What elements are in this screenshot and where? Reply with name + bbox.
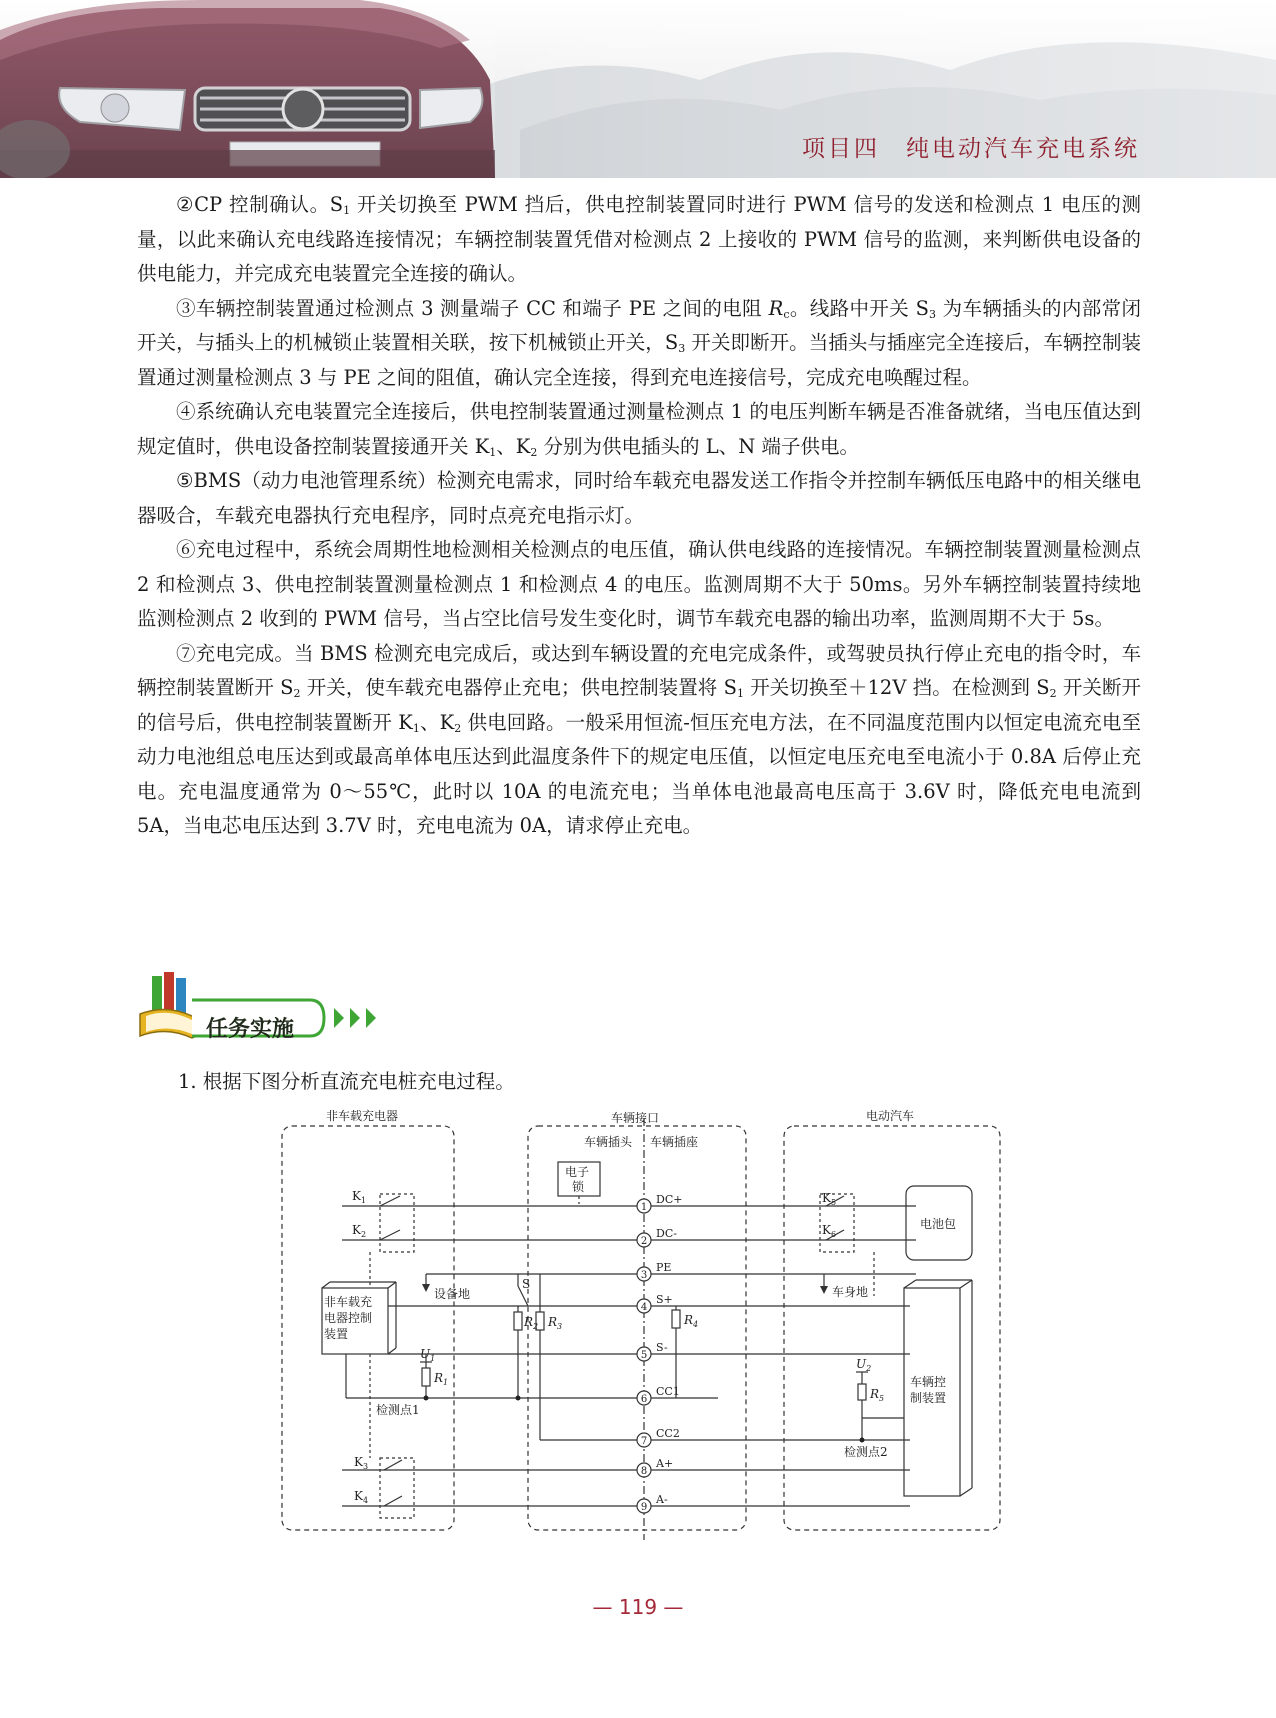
terminal-number: 8 [640,1466,648,1477]
label-k5: $K_5$ [822,1191,837,1207]
terminal-name: DC+ [656,1193,683,1206]
terminal-number: 2 [640,1236,648,1247]
paragraph-cp-confirm: ②CP 控制确认。$S_1$ 开关切换至 PWM 挡后，供电控制装置同时进行 PWM 信号的发送和检测点 1 电压的测量，以此来确认充电线路连接情况；车辆控制装置凭借对检测点 2 上接收的 PWM 信号的监测，来判断供电设备的供电能力，并完成充电装置完全连接的确认。 [137,193,1141,285]
dc-charging-circuit-diagram [276,1100,1006,1542]
paragraph-monitoring: ⑥充电过程中，系统会周期性地检测相关检测点的电压值，确认供电线路的连接情况。车辆控制装置测量检测点 2 和检测点 3、供电控制装置测量检测点 1 和检测点 4 的电压。监测周期不大于 50ms。另外车辆控制装置持续地监测检测点 2 收到的 PWM 信号，当占空比信号发生变化时，调节车载充电器的输出功率，监测周期不大于 5s。 [137,538,1141,630]
terminal-3 [637,1261,671,1281]
label-vehicle-interface: 车辆接口 [611,1111,660,1125]
terminal-name: CC2 [656,1427,680,1440]
label-vehicle-controller-1: 车辆控 [910,1375,947,1389]
arrow-icon [350,1008,360,1028]
label-vehicle-controller-2: 制装置 [910,1391,947,1405]
terminal-4 [637,1293,673,1313]
terminal-name: A- [656,1493,668,1506]
terminal-name: A+ [656,1457,674,1470]
terminal-number: 7 [640,1436,648,1447]
label-body-ground: 车身地 [832,1285,869,1299]
arrow-icon [334,1008,344,1028]
chapter-title: 项目四 纯电动汽车充电系统 [802,136,1140,162]
label-check-point-1: 检测点1 [376,1403,420,1417]
paragraph-ready-check: ④系统确认充电装置完全连接后，供电控制装置通过测量检测点 1 的电压判断车辆是否准备就绪，当电压值达到规定值时，供电设备控制装置接通开关 $K_1$、$K_2$ 分别为供电插头的 L、N 端子供电。 [137,400,1141,459]
terminal-number: 9 [640,1502,648,1513]
label-r4: $R_4$ [684,1313,699,1329]
body-text [137,188,1141,844]
label-controller-2: 电器控制 [324,1311,373,1325]
terminal-name: PE [656,1261,672,1274]
label-lock-2: 锁 [572,1180,585,1194]
label-offboard-charger: 非车载充电器 [326,1109,399,1123]
terminal-number: 1 [640,1202,648,1213]
terminal-name: DC- [656,1227,677,1240]
label-k2: $K_2$ [352,1223,367,1239]
label-check-point-2: 检测点2 [844,1445,888,1459]
terminal-9 [637,1493,668,1513]
terminal-1 [637,1193,682,1213]
label-k4: $K_4$ [354,1489,369,1505]
label-vehicle-socket: 车辆插座 [650,1135,699,1149]
page-number: — 119 — [592,1595,684,1619]
terminal-8 [637,1457,673,1477]
label-r2: $R_2$ [524,1315,539,1331]
label-k6: $K_6$ [822,1223,837,1239]
terminal-5 [637,1341,668,1361]
label-u2: $U_2$ [856,1357,872,1373]
label-r3: $R_3$ [548,1315,563,1331]
label-lock-1: 电子 [565,1165,590,1179]
terminal-name: S+ [656,1293,673,1306]
arrow-icon [366,1008,376,1028]
paragraph-cc-check: ③车辆控制装置通过检测点 3 测量端子 CC 和端子 PE 之间的电阻 $R_c$。线路中开关 $S_3$ 为车辆插头的内部常闭开关，与插头上的机械锁止装置相关联，按下机械锁止开关，$S_3$ 开关即断开。当插头与插座完全连接后，车辆控制装置通过测量检测点 3 与 PE 之间的阻值，确认完全连接，得到充电连接信号，完成充电唤醒过程。 [137,296,1142,389]
terminal-number: 5 [640,1350,648,1361]
label-r5: $R_5$ [870,1387,885,1403]
terminal-name: CC1 [656,1385,680,1398]
paragraph-charge-complete: ⑦充电完成。当 BMS 检测充电完成后，或达到车辆设置的充电完成条件，或驾驶员执行停止充电的指令时，车辆控制装置断开 $S_2$ 开关，使车载充电器停止充电；供电控制装置将 $S_1$ 开关切换至＋12V 挡。在检测到 $S_2$ 开关断开的信号后，供电控制装置断开 $K_1$、$K_2$ 供电回路。一般采用恒流-恒压充电方法，在不同温度范围内以恒定电流充电至动力电池组总电压达到或最高单体电压达到此温度条件下的规定电压值，以恒定电压充电至电流小于 0.8A 后停止充电。充电温度通常为 0～55℃，此时以 10A 的电流充电；当单体电池最高电压高于 3.6V 时，降低充电电流到 5A，当电芯电压达到 3.7V 时，充电电流为 0A，请求停止充电。 [137,641,1142,837]
task-label: 任务实施 [206,1017,295,1042]
page-header [0,0,1276,178]
terminal-number: 3 [640,1270,648,1281]
label-k1: $K_1$ [352,1189,367,1205]
label-switch-s: S [522,1277,531,1291]
label-r1: $R_1$ [434,1371,449,1387]
label-electric-vehicle: 电动汽车 [866,1109,915,1123]
terminal-6 [637,1385,680,1405]
label-vehicle-plug: 车辆插头 [584,1135,633,1149]
label-controller-3: 装置 [324,1327,349,1341]
terminal-number: 4 [640,1302,648,1313]
label-equipment-ground: 设备地 [434,1287,471,1301]
label-controller-1: 非车载充 [324,1295,373,1309]
label-u1: $U_1$ [420,1347,436,1363]
terminal-number: 6 [640,1394,648,1405]
task-item-1: 1. 根据下图分析直流充电桩充电过程。 [178,1070,515,1093]
paragraph-bms: ⑤BMS（动力电池管理系统）检测充电需求，同时给车载充电器发送工作指令并控制车辆低压电路中的相关继电器吸合，车载充电器执行充电程序，同时点亮充电指示灯。 [137,469,1141,527]
terminal-name: S- [656,1341,668,1354]
label-battery-pack: 电池包 [920,1217,957,1231]
label-k3: $K_3$ [354,1455,369,1471]
terminal-2 [637,1227,677,1247]
